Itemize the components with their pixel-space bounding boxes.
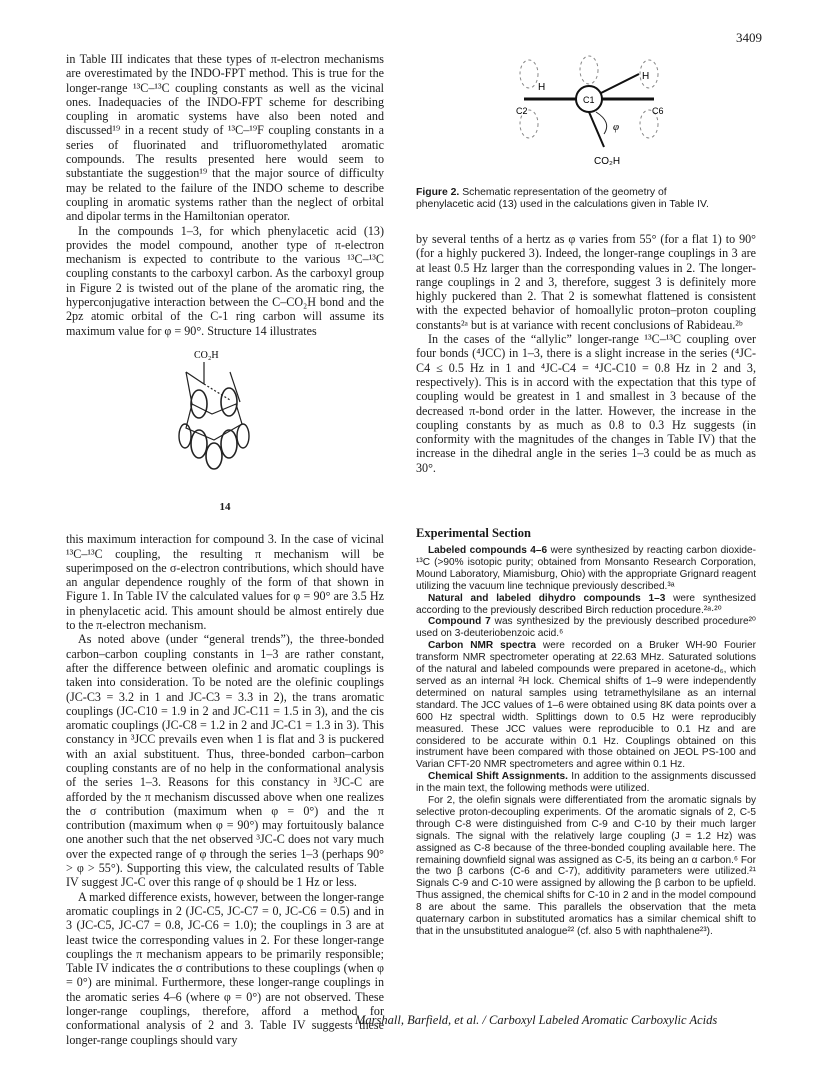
experimental-paragraph-4-text: were recorded on a Bruker WH-90 Fourier transform NMR spectrometer operating at 22.63 MHz. Saturated solutions of the natural and labeled compounds were prepared in acetone-d₆, which served as an internal ²H lock. Chemical shifts of 1–9 were independently determined on natural samples using tetramethylsilane as an internal standard. The JCC values of 1–6 were obtained using 8K data points over a 600 Hz spectral width. Splittings down to 0.5 Hz were reproducibly measured. These JCC values were reproducible to 0.1 Hz and are considered to be accurate within 0.1 Hz. Couplings obtained on this instrument have been compared with those obtained on JEOL PS-100 and Varian CFT-20 NMR spectrometers and agree within 0.1 Hz. — [416, 640, 756, 771]
structure-14-label: 14 — [219, 500, 231, 513]
right-paragraph-2: In the cases of the “allylic” longer-range ¹³C–¹³C coupling over four bonds (⁴JCC) in 1–3, there is a slight increase in the series (⁴JC-C4 ≤ 0.5 Hz in 1 and ⁴JC-C4 = ⁴JC-C10 = 0.8 Hz in 2 and 3, respectively). This is in accord with the expectation that this type of coupling would be greatest in 1 and smallest in 3 because of the decreased π-bond order in the latter. However, the increase in the coupling constants by as much as 0.8 to 0.3 Hz suggests (in conformity with the magnitudes of the changes in Table IV) that the increase in the dihedral angle in the series 1–3 could be as much as 30°. — [416, 332, 756, 475]
experimental-paragraph-3 — [416, 616, 756, 640]
right-paragraph-1: by several tenths of a hertz as φ varies from 55° (for a flat 1) to 90° (for a highly puckered 3). Indeed, the longer-range couplings in 3 are at least 0.5 Hz larger than the corresponding values in 2. The longer-range couplings in 2 and 3, therefore, suggest 3 is definitely more highly puckered than 2. That 2 is somewhat flattened is consistent with the expected behavior of homoallylic proton–proton coupling constants²ᵃ but is at variance with recent conclusions of Rabideau.²ᵇ — [416, 232, 756, 332]
figure-2-caption-lead: Figure 2. — [416, 187, 460, 198]
experimental-paragraph-1-lead: Labeled compounds 4–6 — [428, 545, 548, 556]
left-paragraph-2: In the compounds 1–3, for which phenylacetic acid (13) provides the model compound, another type of π-electron mechanism is expected to contribute to the various ¹³C–¹³C coupling constants to the carboxyl carbon. As the carboxyl group in Figure 2 is twisted out of the plane of the aromatic ring, the hyperconjugative interaction between the C–CO₂H bond and the 2pz atomic orbital of the C-1 ring carbon will assume its maximum value for φ = 90°. Structure 14 illustrates — [66, 223, 384, 338]
figure-2-c1-label: C1 — [583, 95, 595, 105]
figure-2-c6-label: C6 — [652, 106, 664, 116]
experimental-section-heading: Experimental Section — [416, 526, 531, 540]
experimental-paragraph-5 — [416, 771, 756, 795]
figure-2-phi-label: φ — [613, 121, 620, 133]
experimental-paragraph-1 — [416, 545, 756, 593]
left-paragraph-4: As noted above (under “general trends”), the three-bonded carbon–carbon coupling constants in 1–3 are rather constant, after the difference between olefinic and aromatic couplings is taken into consideration. To be noted are the olefinic couplings (JC-C3 = 3.2 in 1 and JC-C3 = 3.3 in 2), the trans aromatic couplings (JC-C10 = 1.9 in 2 and JC-C11 = 1.5 in 3), and the cis aromatic couplings (JC-C8 = 1.2 in 2 and JC-C1 = 1.3 in 3). This constancy in ³JCC prevails even when 1 is flat and 3 is puckered with an axial substituent. Thus, three-bonded carbon–carbon coupling constants are of no help in the conformational analysis of the series 1–3. Reasons for this constancy in ³JC-C are afforded by the π mechanism discussed above when one realizes the σ contribution (maximum when φ = 0°) and the π contribution (maximum when φ = 90°) may fortuitously balance one another such that the net observed ³JC-C does not vary much over the expected range of φ through the series 1–3 (perhaps 90° > φ > 55°). Supporting this view, the calculated results of Table IV suggest JC-C over this range of φ should be 1 Hz or less. — [66, 632, 384, 890]
figure-2-drawing — [494, 52, 694, 177]
left-column — [66, 52, 384, 1047]
experimental-paragraph-5-lead: Chemical Shift Assignments. — [428, 771, 568, 783]
right-column — [416, 232, 756, 475]
figure-2-h-left-label: H — [538, 82, 546, 93]
experimental-paragraph-5-text: In addition to the assignments discussed in the main text, the following methods were utilized. — [416, 771, 756, 795]
experimental-paragraph-2-lead: Natural and labeled dihydro compounds 1–3 — [428, 592, 666, 604]
experimental-paragraph-2 — [416, 593, 756, 617]
figure-2-co2h-label: CO₂H — [594, 156, 621, 167]
figure-2-h-right-label: H — [642, 71, 650, 82]
experimental-paragraph-6: For 2, the olefin signals were differentiated from the aromatic signals by selective proton-decoupling experiments. Of the aromatic signals of 2, C-5 through C-8 were distinguished from C-9 and C-10 by their much larger signals. The signal with the relatively large coupling (J = 1.2 Hz) was assigned as C-8 because of the three-bonded coupling available here. The remaining downfield signal was assigned as C-5, its being an α carbon.⁶ For the two β carbons (C-6 and C-7), additivity parameters were utilized.²¹ Signals C-9 and C-10 were assigned by allowing the β carbon to be upfield. Thus assigned, the chemical shifts for C-10 in 2 and in the model compound 8 are about the same. This parallels the observation that the meta quaternary carbon in substituted aromatics has a similar chemical shift to that in the unsubstituted analogue²² (cf. also 5 with naphthalene²³). — [416, 795, 757, 937]
figure-2-caption — [416, 187, 716, 211]
structure-14-group-label: CO₂H — [194, 349, 219, 361]
left-paragraph-3: this maximum interaction for compound 3. In the case of vicinal ¹³C–¹³C coupling, the resulting π mechanism will be superimposed on the σ-electron contributions, which should have an angular dependence roughly of the form of that shown in Figure 1. In Table IV the calculated values for φ = 90° are 3.5 Hz in phenylacetic acid. This amount should be almost entirely due to the π-electron mechanism. — [66, 532, 384, 633]
experimental-paragraph-4 — [416, 640, 756, 771]
left-paragraph-5: A marked difference exists, however, between the longer-range aromatic couplings in 2 (JC-C5, JC-C7 = 0, JC-C6 = 0.5) and in 3 (JC-C5, JC-C7 = 0.8, JC-C6 = 1.0); the couplings in 3 are at least twice the corresponding values in 2. For these longer-range couplings the π mechanism appears to be primarily responsible; Table IV indicates the σ contributions to these couplings (when φ = 0°) are minimal. Furthermore, these longer-range couplings in the aromatic series 4–6 (where φ = 0°) are not observed. These longer-range couplings, therefore, afford a method for conformational analysis of 2 and 3. Table IV suggests these longer-range couplings should vary — [66, 889, 384, 1047]
experimental-paragraph-1-text: were synthesized by reacting carbon dioxide-¹³C (>90% isotopic purity; obtained from Monsanto Research Corporation, Mound Laboratory, Miamisburg, Ohio) with the appropriate Grignard reagent utilizing the vacuum line technique previously described.³ᵃ — [416, 545, 756, 592]
experimental-paragraph-3-text: was synthesized by the previously described procedure²⁰ used on 3-deuteriobenzoic acid.⁶ — [416, 616, 756, 640]
figure-2-caption-text: Schematic representation of the geometry of phenylacetic acid (13) used in the calculations given in Table IV. — [416, 187, 709, 211]
experimental-paragraph-2-text: were synthesized according to the previously described Birch reduction procedure.²ᵃ·²⁰ — [416, 592, 756, 616]
left-paragraph-1: in Table III indicates that these types of π-electron mechanisms are overestimated by the INDO-FPT method. This is true for the longer-range ¹³C–¹³C coupling constants as well as the vicinal ones. Inadequacies of the INDO-FPT scheme for describing coupling in aromatic systems have also been noted and discussed¹⁹ in a recent study of ¹³C–¹⁹F coupling constants in a series of fluorinated and trifluoromethylated aromatic compounds. The results presented here would seem to substantiate the suggestion¹⁹ that the major source of difficulty may be related to the failure of the INDO scheme to describe coupling in aromatic systems rather than the neglect of orbital and dipolar terms in the Hamiltonian operator. — [66, 52, 384, 224]
structure-14-figure — [66, 344, 384, 496]
experimental-paragraph-3-lead: Compound 7 — [428, 616, 491, 628]
figure-2-c2-label: C2 — [516, 106, 528, 116]
figure-2 — [416, 52, 756, 182]
experimental-paragraph-4-lead: Carbon NMR spectra — [428, 640, 537, 652]
running-footer: Marshall, Barfield, et al. / Carboxyl Labeled Aromatic Carboxylic Acids — [355, 1013, 718, 1027]
structure-14-drawing — [174, 344, 274, 494]
page-number: 3409 — [736, 30, 762, 45]
experimental-section — [416, 545, 756, 938]
